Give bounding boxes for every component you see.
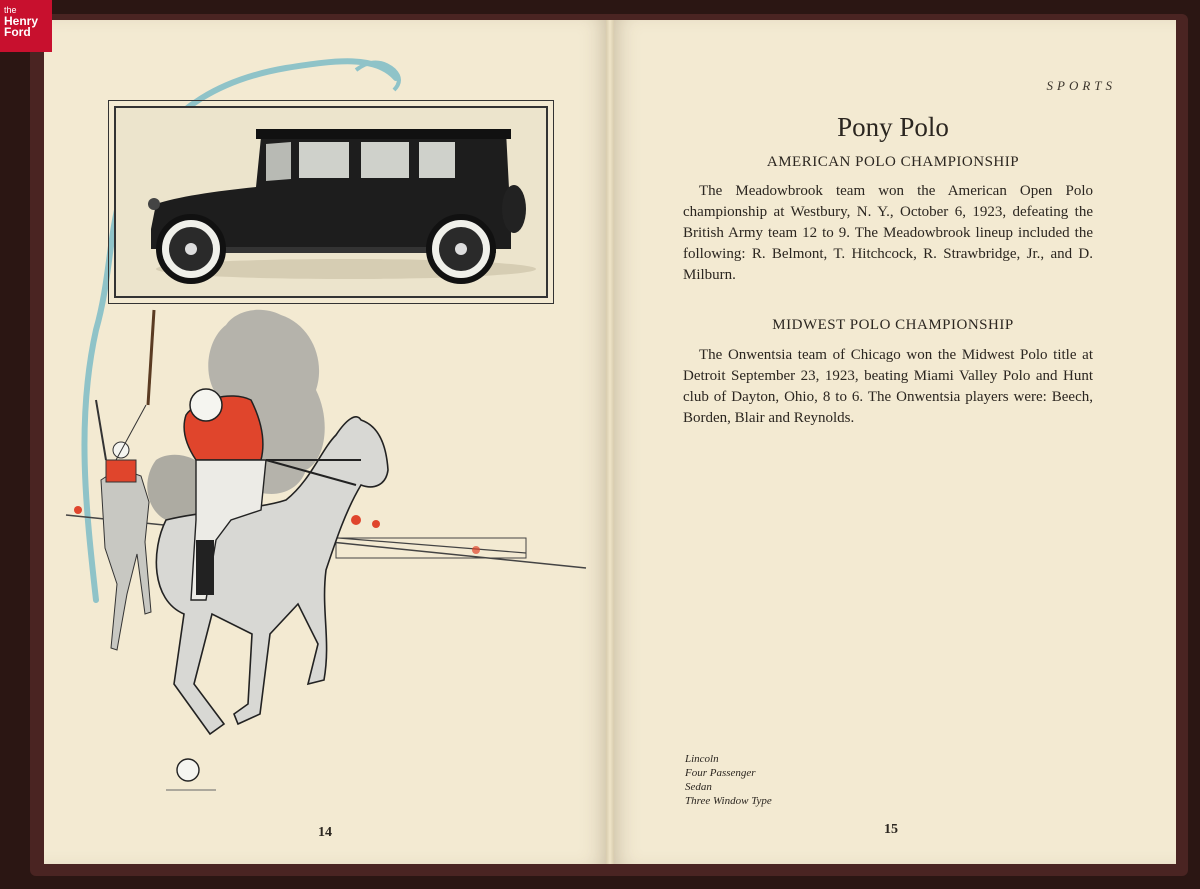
paragraph-midwest: The Onwentsia team of Chicago won the Midwest Polo title at Detroit September 23, 1923, beating Miami Valley Polo and Hunt club of Dayton, Ohio, 8 to 6. The Onwentsia players were: Beech, Borden, Blair and Reynolds.	[683, 347, 1093, 426]
car-photo-frame	[108, 100, 554, 304]
page-number-left: 14	[318, 825, 332, 840]
page-number-right: 15	[884, 822, 898, 837]
right-page	[610, 20, 1176, 864]
book-gutter	[606, 20, 614, 864]
henry-ford-logo: the Henry Ford	[0, 0, 52, 52]
caption-line: Four Passenger	[685, 767, 756, 779]
lincoln-sedan-photo	[116, 108, 546, 296]
section-heading-american: AMERICAN POLO CHAMPIONSHIP	[766, 154, 1020, 170]
caption-line: Sedan	[685, 781, 712, 793]
running-head: SPORTS	[1046, 78, 1116, 93]
page-title: Pony Polo	[837, 112, 949, 142]
car-caption	[685, 752, 772, 808]
paragraph-american: The Meadowbrook team won the American Open Polo championship at Westbury, N. Y., October 6, 1923, defeating the British Army team 12 to 9. The Meadowbrook lineup included the following: R. Belmont, T. Hitchcock, R. Strawbridge, Jr., and D. Milburn.	[683, 183, 1093, 283]
caption-line: Lincoln	[685, 753, 719, 765]
section-heading-midwest: MIDWEST POLO CHAMPIONSHIP	[772, 317, 1014, 333]
caption-line: Three Window Type	[685, 795, 772, 807]
